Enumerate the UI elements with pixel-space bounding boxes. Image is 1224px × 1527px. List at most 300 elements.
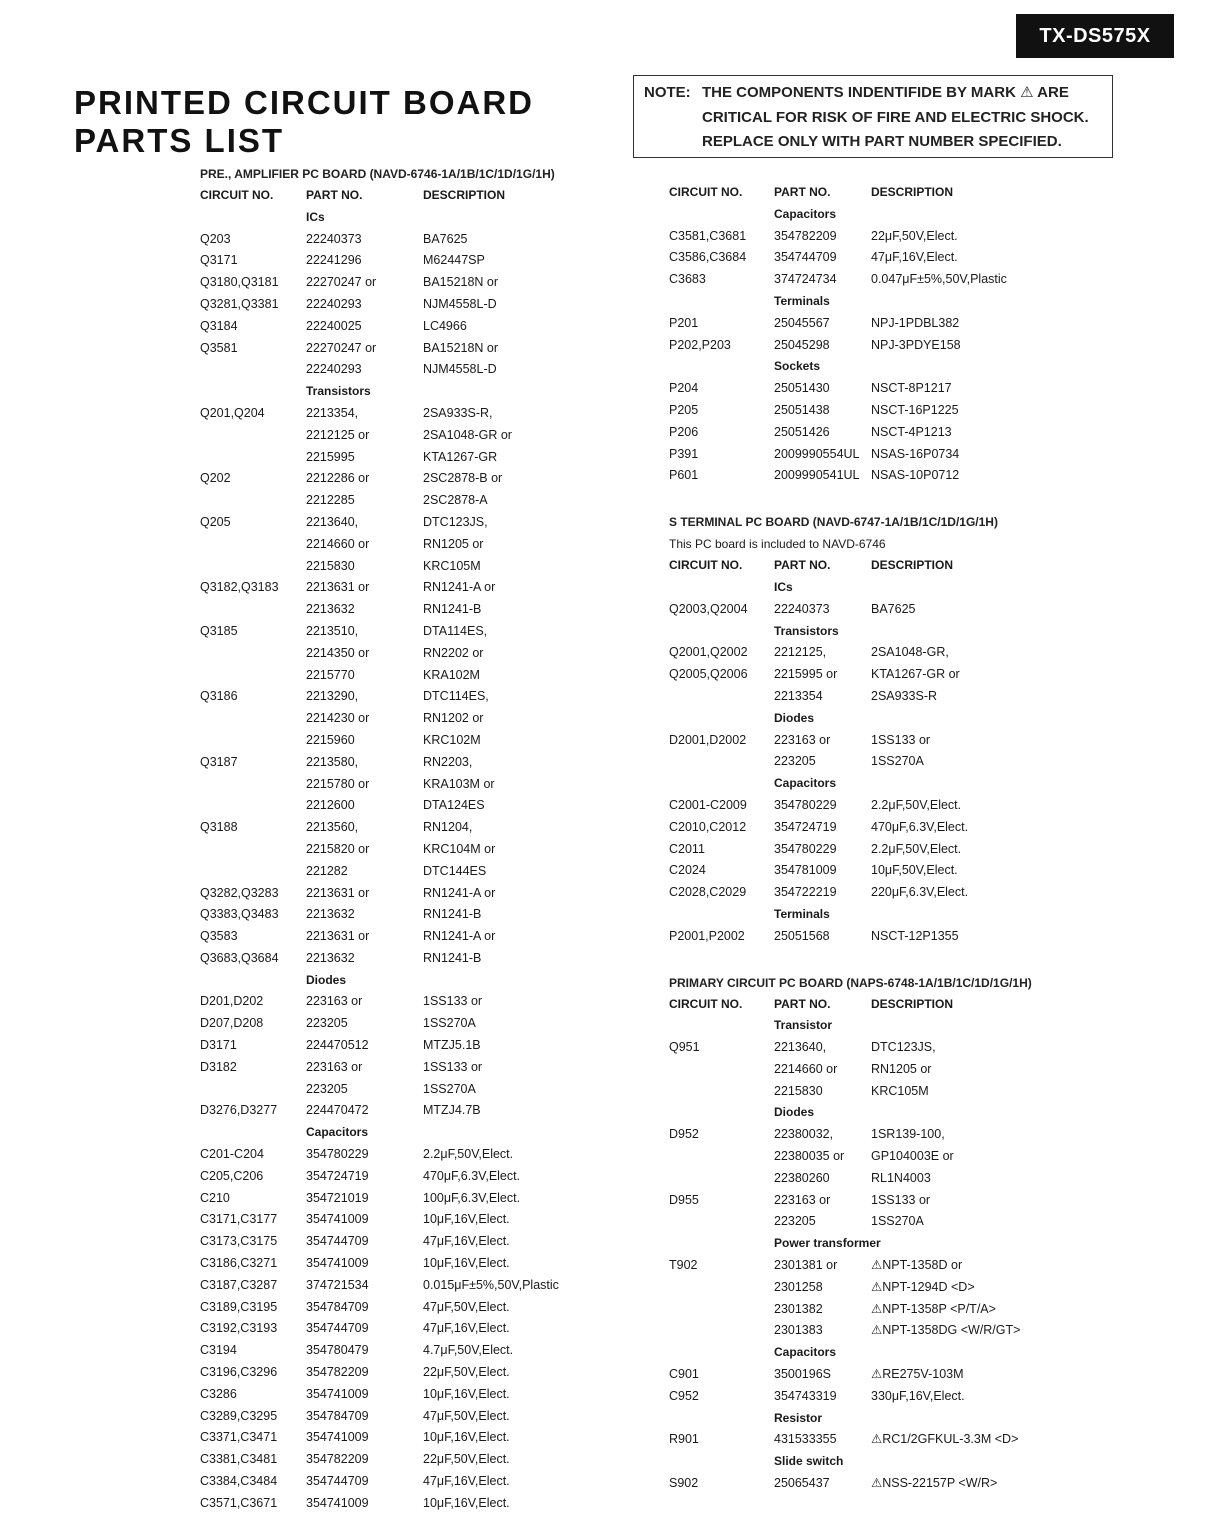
description-cell: [871, 356, 1189, 378]
circuit-no-cell: [200, 425, 306, 447]
circuit-no-cell: Q3383,Q3483: [200, 907, 279, 922]
description-cell: KRA102M: [423, 667, 480, 682]
page-title: [74, 84, 534, 160]
part-no-cell: 2213632: [306, 602, 355, 617]
circuit-no-cell: Q2003,Q2004: [669, 601, 748, 616]
table-row: [669, 465, 1189, 487]
table-row: [200, 861, 620, 883]
circuit-no-cell: C3192,C3193: [200, 1321, 278, 1336]
category-row: [200, 381, 620, 403]
description-cell: [871, 708, 1189, 730]
description-cell: 1SS270A: [423, 1081, 476, 1096]
description-cell: 2SC2878-B or: [423, 471, 503, 486]
part-no-cell: 223205: [306, 1081, 348, 1096]
description-cell: 1SS270A: [423, 1016, 476, 1031]
parts-section: [669, 182, 1189, 487]
circuit-no-cell: P202,P203: [669, 337, 731, 352]
part-no-cell: 354744709: [306, 1234, 369, 1249]
category-row: [669, 291, 1189, 313]
circuit-no-cell: [669, 773, 774, 795]
circuit-no-cell: C3189,C3195: [200, 1299, 278, 1314]
part-no-cell: 2215820 or: [306, 841, 370, 856]
circuit-no-cell: C2001-C2009: [669, 797, 747, 812]
part-no-cell: 2213631 or: [306, 885, 370, 900]
part-no-cell: 25051568: [774, 928, 830, 943]
description-cell: 100μF,6.3V,Elect.: [423, 1190, 521, 1205]
description-cell: NSAS-16P0734: [871, 446, 960, 461]
description-cell: DTC123JS,: [871, 1040, 936, 1055]
description-cell: 220μF,6.3V,Elect.: [871, 885, 969, 900]
table-row: [669, 422, 1189, 444]
part-no-cell: 2301382: [774, 1301, 823, 1316]
circuit-no-cell: [200, 970, 306, 992]
part-no-cell: 354741009: [306, 1212, 369, 1227]
description-cell: 47μF,50V,Elect.: [423, 1299, 510, 1314]
description-cell: 1SS133 or: [871, 1192, 931, 1207]
table-row: [200, 1318, 620, 1340]
part-no-cell: 2214230 or: [306, 711, 370, 726]
circuit-no-cell: C3187,C3287: [200, 1277, 278, 1292]
parts-section: [669, 511, 1189, 947]
table-row: [200, 730, 620, 752]
description-cell: NSCT-8P1217: [871, 381, 952, 396]
circuit-no-cell: [669, 686, 774, 708]
circuit-no-cell: D207,D208: [200, 1016, 264, 1031]
description-cell: 22μF,50V,Elect.: [871, 228, 958, 243]
description-cell: NSCT-16P1225: [871, 402, 959, 417]
table-row: [669, 247, 1189, 269]
part-no-cell: 2215995: [306, 449, 355, 464]
category-row: [200, 1122, 620, 1144]
description-cell: KRC102M: [423, 732, 481, 747]
description-cell: 0.047μF±5%,50V,Plastic: [871, 272, 1007, 287]
category-label: Slide switch: [774, 1454, 844, 1469]
circuit-no-cell: C3186,C3271: [200, 1256, 278, 1271]
circuit-no-cell: [200, 207, 306, 229]
part-no-cell: 2215830: [774, 1083, 823, 1098]
description-cell: DTC114ES,: [423, 689, 489, 704]
circuit-no-cell: [200, 708, 306, 730]
table-row: [200, 926, 620, 948]
description-cell: KRA103M or: [423, 776, 495, 791]
circuit-no-cell: [200, 839, 306, 861]
circuit-no-cell: P204: [669, 381, 699, 396]
part-no-cell: 354744709: [774, 250, 837, 265]
part-no-cell: 224470512: [306, 1038, 369, 1053]
table-row: [200, 1427, 620, 1449]
part-no-cell: 22240293: [306, 296, 362, 311]
table-row: [200, 229, 620, 251]
description-cell: 2SA933S-R: [871, 688, 938, 703]
parts-rows: [669, 204, 1189, 487]
description-cell: 2.2μF,50V,Elect.: [871, 841, 962, 856]
circuit-no-cell: Q205: [200, 514, 231, 529]
header-description: DESCRIPTION: [871, 185, 954, 199]
part-no-cell: 223205: [774, 754, 816, 769]
table-row: [200, 294, 620, 316]
table-row: [669, 686, 1189, 708]
title-line-2: PARTS LIST: [74, 122, 285, 159]
part-no-cell: 22240373: [774, 601, 830, 616]
category-label: Terminals: [774, 293, 830, 308]
description-cell: NSAS-10P0712: [871, 468, 960, 483]
part-no-cell: 354724719: [306, 1168, 369, 1183]
category-row: [669, 577, 1189, 599]
description-cell: KRC104M or: [423, 841, 496, 856]
description-cell: RN2202 or: [423, 645, 484, 660]
circuit-no-cell: P201: [669, 315, 699, 330]
circuit-no-cell: P206: [669, 424, 699, 439]
table-row: [669, 926, 1189, 948]
description-cell: 10μF,16V,Elect.: [423, 1430, 510, 1445]
circuit-no-cell: C3571,C3671: [200, 1495, 278, 1510]
circuit-no-cell: [669, 577, 774, 599]
circuit-no-cell: [669, 1277, 774, 1299]
description-cell: RN1241-A or: [423, 885, 496, 900]
header-description: DESCRIPTION: [423, 188, 506, 202]
table-row: [200, 577, 620, 599]
header-circuit-no: CIRCUIT NO.: [669, 558, 743, 573]
description-cell: MTZJ5.1B: [423, 1038, 481, 1053]
description-cell: [871, 773, 1189, 795]
description-cell: KRC105M: [871, 1083, 929, 1098]
model-badge: TX-DS575X: [1016, 14, 1174, 58]
table-row: [669, 1168, 1189, 1190]
note-label: NOTE:: [644, 84, 691, 101]
category-label: Capacitors: [774, 1345, 837, 1360]
circuit-no-cell: Q3182,Q3183: [200, 580, 279, 595]
description-cell: 10μF,16V,Elect.: [423, 1386, 510, 1401]
part-no-cell: 2214350 or: [306, 645, 370, 660]
part-no-cell: 2213632: [306, 907, 355, 922]
part-no-cell: 354741009: [306, 1495, 369, 1510]
circuit-no-cell: [669, 1059, 774, 1081]
table-row: [200, 316, 620, 338]
description-cell: LC4966: [423, 318, 467, 333]
part-no-cell: 2301258: [774, 1279, 823, 1294]
category-label: Diodes: [306, 972, 347, 987]
circuit-no-cell: [200, 1122, 306, 1144]
category-label: Diodes: [774, 1105, 815, 1120]
part-no-cell: 2212125,: [774, 645, 827, 660]
description-cell: RN1204,: [423, 820, 473, 835]
description-cell: 470μF,6.3V,Elect.: [423, 1168, 521, 1183]
circuit-no-cell: Q3185: [200, 623, 238, 638]
circuit-no-cell: [200, 359, 306, 381]
part-no-cell: 22270247 or: [306, 340, 377, 355]
description-cell: 330μF,16V,Elect.: [871, 1388, 965, 1403]
circuit-no-cell: C3371,C3471: [200, 1430, 278, 1445]
description-cell: [871, 204, 1189, 226]
table-row: [669, 882, 1189, 904]
description-cell: RN1241-B: [423, 950, 482, 965]
table-row: [669, 1190, 1189, 1212]
right-column: [669, 182, 1189, 1495]
description-cell: RN1205 or: [871, 1061, 932, 1076]
table-row: [200, 447, 620, 469]
category-label: Capacitors: [774, 776, 837, 791]
circuit-no-cell: D2001,D2002: [669, 732, 747, 747]
table-row: [200, 1297, 620, 1319]
header-part-no: PART NO.: [774, 558, 831, 573]
category-label: Capacitors: [306, 1125, 369, 1140]
section-title: PRE., AMPLIFIER PC BOARD (NAVD-6746-1A/1B/1C/1D/1G/1H): [200, 167, 555, 181]
table-row: [200, 665, 620, 687]
description-cell: [871, 1233, 1189, 1255]
part-no-cell: 354780229: [306, 1147, 369, 1162]
circuit-no-cell: [669, 1342, 774, 1364]
circuit-no-cell: [200, 490, 306, 512]
circuit-no-cell: C3683: [669, 272, 706, 287]
safety-note: [633, 75, 1113, 158]
circuit-no-cell: [669, 1233, 774, 1255]
circuit-no-cell: C210: [200, 1190, 230, 1205]
header-circuit-no: CIRCUIT NO.: [669, 996, 743, 1011]
part-no-cell: 2301383: [774, 1323, 823, 1338]
description-cell: 47μF,16V,Elect.: [423, 1321, 510, 1336]
header-part-no: PART NO.: [306, 188, 363, 202]
table-row: [669, 226, 1189, 248]
description-cell: 4.7μF,50V,Elect.: [423, 1343, 514, 1358]
table-row: [200, 1493, 620, 1515]
part-no-cell: 2301381 or: [774, 1258, 838, 1273]
table-row: [200, 1275, 620, 1297]
circuit-no-cell: [669, 204, 774, 226]
description-cell: RN2203,: [423, 754, 473, 769]
circuit-no-cell: C2028,C2029: [669, 885, 747, 900]
header-description: DESCRIPTION: [871, 996, 954, 1011]
table-row: [669, 444, 1189, 466]
table-row: [669, 1429, 1189, 1451]
circuit-no-cell: C3194: [200, 1343, 237, 1358]
circuit-no-cell: C3171,C3177: [200, 1212, 278, 1227]
circuit-no-cell: Q203: [200, 231, 231, 246]
table-row: [200, 1100, 620, 1122]
table-row: [200, 1144, 620, 1166]
description-cell: 1SS270A: [871, 754, 924, 769]
part-no-cell: 22241296: [306, 253, 362, 268]
table-row: [669, 1146, 1189, 1168]
part-no-cell: 354744709: [306, 1321, 369, 1336]
part-no-cell: 354741009: [306, 1430, 369, 1445]
circuit-no-cell: D3171: [200, 1038, 237, 1053]
section-note: This PC board is included to NAVD-6746: [669, 537, 886, 552]
part-no-cell: 374721534: [306, 1277, 369, 1292]
table-row: [669, 335, 1189, 357]
parts-rows: [669, 1015, 1189, 1495]
category-row: [669, 1408, 1189, 1430]
description-cell: BA7625: [423, 231, 468, 246]
table-row: [669, 1059, 1189, 1081]
part-no-cell: 25045567: [774, 315, 830, 330]
circuit-no-cell: C901: [669, 1367, 699, 1382]
circuit-no-cell: P391: [669, 446, 699, 461]
description-cell: BA7625: [871, 601, 916, 616]
part-no-cell: 22380035 or: [774, 1149, 845, 1164]
part-no-cell: 22240293: [306, 362, 362, 377]
table-row: [669, 751, 1189, 773]
table-row: [669, 1320, 1189, 1342]
description-cell: [423, 381, 620, 403]
table-row: [200, 425, 620, 447]
category-label: ICs: [774, 579, 793, 594]
section-title: S TERMINAL PC BOARD (NAVD-6747-1A/1B/1C/1D/1G/1H): [669, 515, 998, 530]
description-cell: 22μF,50V,Elect.: [423, 1365, 510, 1380]
table-row: [669, 860, 1189, 882]
description-cell: 1SS133 or: [871, 732, 931, 747]
circuit-no-cell: Q3186: [200, 689, 238, 704]
part-no-cell: 2213510,: [306, 623, 359, 638]
table-row: [669, 1081, 1189, 1103]
circuit-no-cell: [200, 665, 306, 687]
table-row: [200, 359, 620, 381]
table-row: [200, 1013, 620, 1035]
circuit-no-cell: [200, 774, 306, 796]
description-cell: RN1202 or: [423, 711, 484, 726]
description-cell: MTZJ4.7B: [423, 1103, 481, 1118]
description-cell: 47μF,16V,Elect.: [871, 250, 958, 265]
table-row: [200, 534, 620, 556]
part-no-cell: 2212285: [306, 493, 355, 508]
part-no-cell: 354741009: [306, 1386, 369, 1401]
circuit-no-cell: C2024: [669, 863, 706, 878]
description-cell: ⚠NPT-1294D <D>: [871, 1279, 975, 1294]
description-cell: [423, 207, 620, 229]
part-no-cell: 2009990541UL: [774, 468, 860, 483]
category-row: [200, 970, 620, 992]
description-cell: [871, 577, 1189, 599]
circuit-no-cell: Q3171: [200, 253, 238, 268]
table-row: [200, 250, 620, 272]
part-no-cell: 354784709: [306, 1408, 369, 1423]
table-row: [200, 490, 620, 512]
section-title: PRIMARY CIRCUIT PC BOARD (NAPS-6748-1A/1B/1C/1D/1G/1H): [669, 975, 1032, 990]
circuit-no-cell: Q3683,Q3684: [200, 950, 279, 965]
title-line-1: PRINTED CIRCUIT BOARD: [74, 84, 534, 121]
circuit-no-cell: D201,D202: [200, 994, 264, 1009]
part-no-cell: 22380032,: [774, 1127, 834, 1142]
part-no-cell: 22270247 or: [306, 275, 377, 290]
table-row: [200, 1253, 620, 1275]
circuit-no-cell: Q202: [200, 471, 231, 486]
circuit-no-cell: [669, 621, 774, 643]
circuit-no-cell: [669, 1451, 774, 1473]
part-no-cell: 224470472: [306, 1103, 369, 1118]
header-description: DESCRIPTION: [871, 558, 954, 573]
category-label: Sockets: [774, 359, 821, 374]
description-cell: [871, 1408, 1189, 1430]
table-row: [669, 400, 1189, 422]
part-no-cell: 354722219: [774, 885, 837, 900]
circuit-no-cell: C3581,C3681: [669, 228, 747, 243]
part-no-cell: 354781009: [774, 863, 837, 878]
part-no-cell: 2215830: [306, 558, 355, 573]
table-row: [669, 1364, 1189, 1386]
description-cell: [871, 291, 1189, 313]
circuit-no-cell: D3276,D3277: [200, 1103, 278, 1118]
table-row: [669, 378, 1189, 400]
description-cell: RL1N4003: [871, 1170, 931, 1185]
table-header: [669, 555, 1189, 577]
header-circuit-no: CIRCUIT NO.: [200, 188, 274, 202]
table-row: [200, 1188, 620, 1210]
table-row: [669, 1386, 1189, 1408]
table-row: [200, 752, 620, 774]
description-cell: 10μF,16V,Elect.: [423, 1212, 510, 1227]
table-row: [669, 1255, 1189, 1277]
table-row: [669, 313, 1189, 335]
table-row: [669, 269, 1189, 291]
part-no-cell: 2214660 or: [306, 536, 370, 551]
circuit-no-cell: C3173,C3175: [200, 1234, 278, 1249]
part-no-cell: 2213640,: [306, 514, 359, 529]
table-row: [200, 795, 620, 817]
part-no-cell: 2213354: [774, 688, 823, 703]
category-label: Capacitors: [774, 206, 837, 221]
part-no-cell: 2215995 or: [774, 667, 838, 682]
circuit-no-cell: [669, 1408, 774, 1430]
circuit-no-cell: [669, 708, 774, 730]
category-row: [200, 207, 620, 229]
part-no-cell: 354744709: [306, 1474, 369, 1489]
part-no-cell: 354780229: [774, 841, 837, 856]
description-cell: ⚠NSS-22157P <W/R>: [871, 1476, 998, 1491]
circuit-no-cell: [669, 1320, 774, 1342]
table-row: [200, 1079, 620, 1101]
description-cell: 2.2μF,50V,Elect.: [423, 1147, 514, 1162]
table-row: [200, 817, 620, 839]
description-cell: 2SA933S-R,: [423, 405, 493, 420]
part-no-cell: 2213640,: [774, 1040, 827, 1055]
circuit-no-cell: C2010,C2012: [669, 819, 747, 834]
part-no-cell: 25051438: [774, 402, 830, 417]
part-no-cell: 223205: [306, 1016, 348, 1031]
part-no-cell: 2213632: [306, 950, 355, 965]
table-row: [200, 1384, 620, 1406]
description-cell: M62447SP: [423, 253, 485, 268]
description-cell: 10μF,50V,Elect.: [871, 863, 958, 878]
part-no-cell: 354782209: [306, 1452, 369, 1467]
circuit-no-cell: Q3180,Q3181: [200, 275, 279, 290]
part-no-cell: 2214660 or: [774, 1061, 838, 1076]
table-row: [200, 774, 620, 796]
circuit-no-cell: D955: [669, 1192, 699, 1207]
table-row: [200, 1340, 620, 1362]
category-row: [669, 1233, 1189, 1255]
circuit-no-cell: Q2001,Q2002: [669, 645, 748, 660]
category-label: Terminals: [774, 906, 830, 921]
table-row: [200, 1406, 620, 1428]
part-no-cell: 2213580,: [306, 754, 359, 769]
description-cell: 47μF,16V,Elect.: [423, 1234, 510, 1249]
table-row: [200, 1166, 620, 1188]
part-no-cell: 431533355: [774, 1432, 837, 1447]
description-cell: 1SR139-100,: [871, 1127, 945, 1142]
circuit-no-cell: [200, 447, 306, 469]
description-cell: ⚠NPT-1358DG <W/R/GT>: [871, 1323, 1021, 1338]
circuit-no-cell: C3196,C3296: [200, 1365, 278, 1380]
description-cell: [423, 1122, 620, 1144]
part-no-cell: 3500196S: [774, 1367, 832, 1382]
description-cell: [871, 904, 1189, 926]
description-cell: [871, 1015, 1189, 1037]
table-row: [200, 621, 620, 643]
table-row: [200, 1231, 620, 1253]
circuit-no-cell: C3289,C3295: [200, 1408, 278, 1423]
circuit-no-cell: [200, 861, 306, 883]
table-row: [669, 1124, 1189, 1146]
description-cell: KTA1267-GR or: [871, 667, 960, 682]
